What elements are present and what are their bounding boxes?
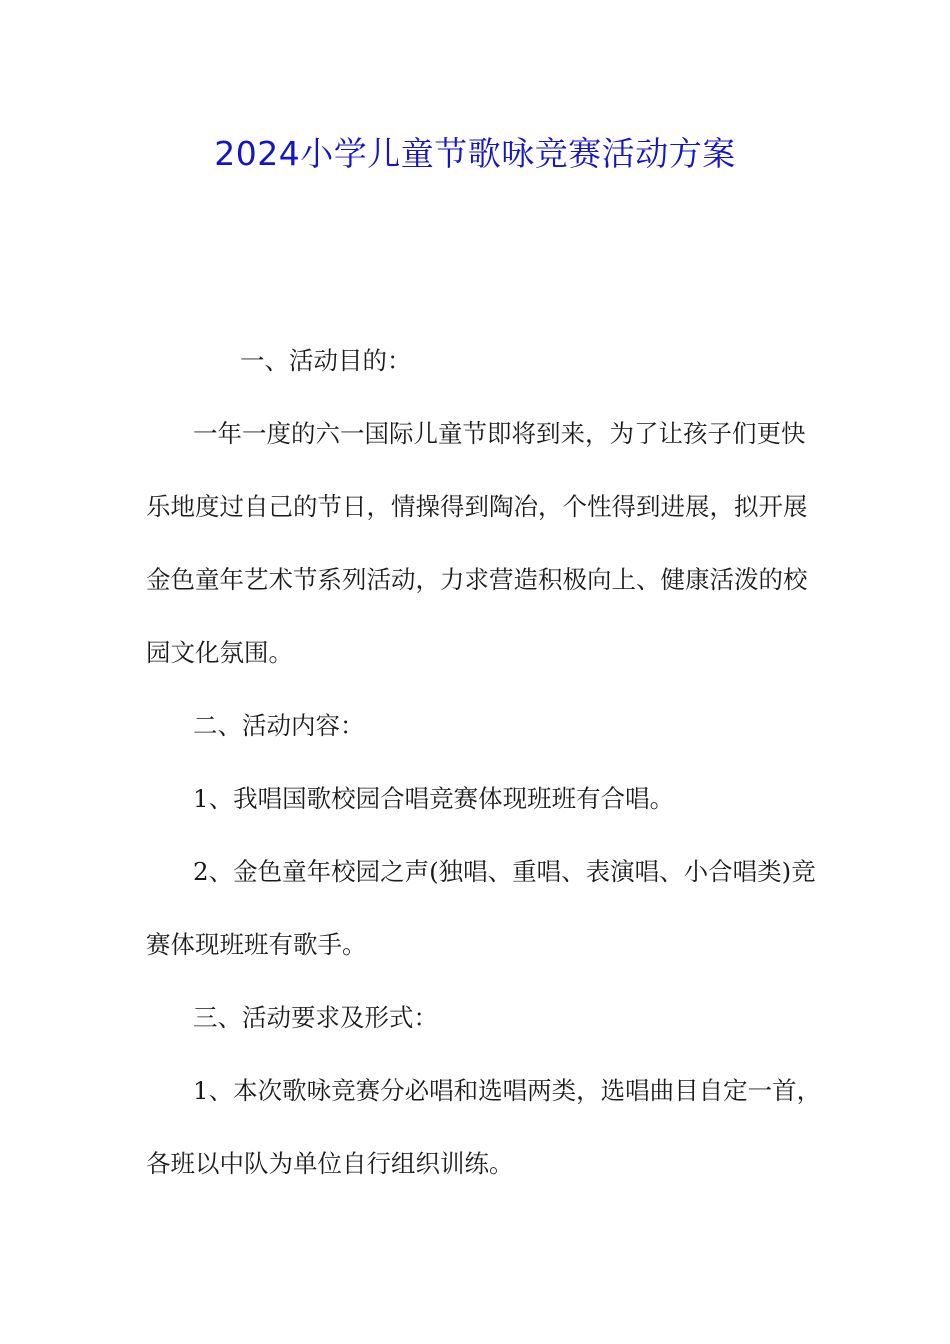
text-line: 乐地度过自己的节日，情操得到陶冶，个性得到进展，拟开展 — [146, 492, 808, 521]
section-heading-requirements — [146, 981, 810, 1054]
text-line: 2、金色童年校园之声(独唱、重唱、表演唱、小合唱类)竞 — [193, 857, 816, 886]
paragraph-purpose — [146, 397, 810, 689]
text-line: 一、活动目的： — [240, 346, 412, 375]
text-line: 1、我唱国歌校园合唱竞赛体现班班有合唱。 — [193, 784, 675, 813]
document-body — [146, 324, 822, 1200]
text-line: 1、本次歌咏竞赛分必唱和选唱两类，选唱曲目自定一首， — [193, 1076, 822, 1105]
list-item-1 — [146, 762, 810, 835]
section-heading-content — [146, 689, 810, 762]
text-line: 各班以中队为单位自行组织训练。 — [146, 1149, 514, 1178]
text-line: 赛体现班班有歌手。 — [146, 930, 367, 959]
document-title: 2024小学儿童节歌咏竞赛活动方案 — [214, 134, 736, 173]
text-line: 园文化氛围。 — [146, 638, 293, 667]
text-line: 三、活动要求及形式： — [193, 1003, 438, 1032]
list-item-2 — [146, 835, 816, 981]
text-line: 二、活动内容： — [193, 711, 365, 740]
section-heading-purpose — [146, 324, 810, 397]
text-line: 金色童年艺术节系列活动，力求营造积极向上、健康活泼的校 — [146, 565, 808, 594]
requirement-item-1 — [146, 1054, 822, 1200]
text-line: 一年一度的六一国际儿童节即将到来，为了让孩子们更快 — [193, 419, 806, 448]
